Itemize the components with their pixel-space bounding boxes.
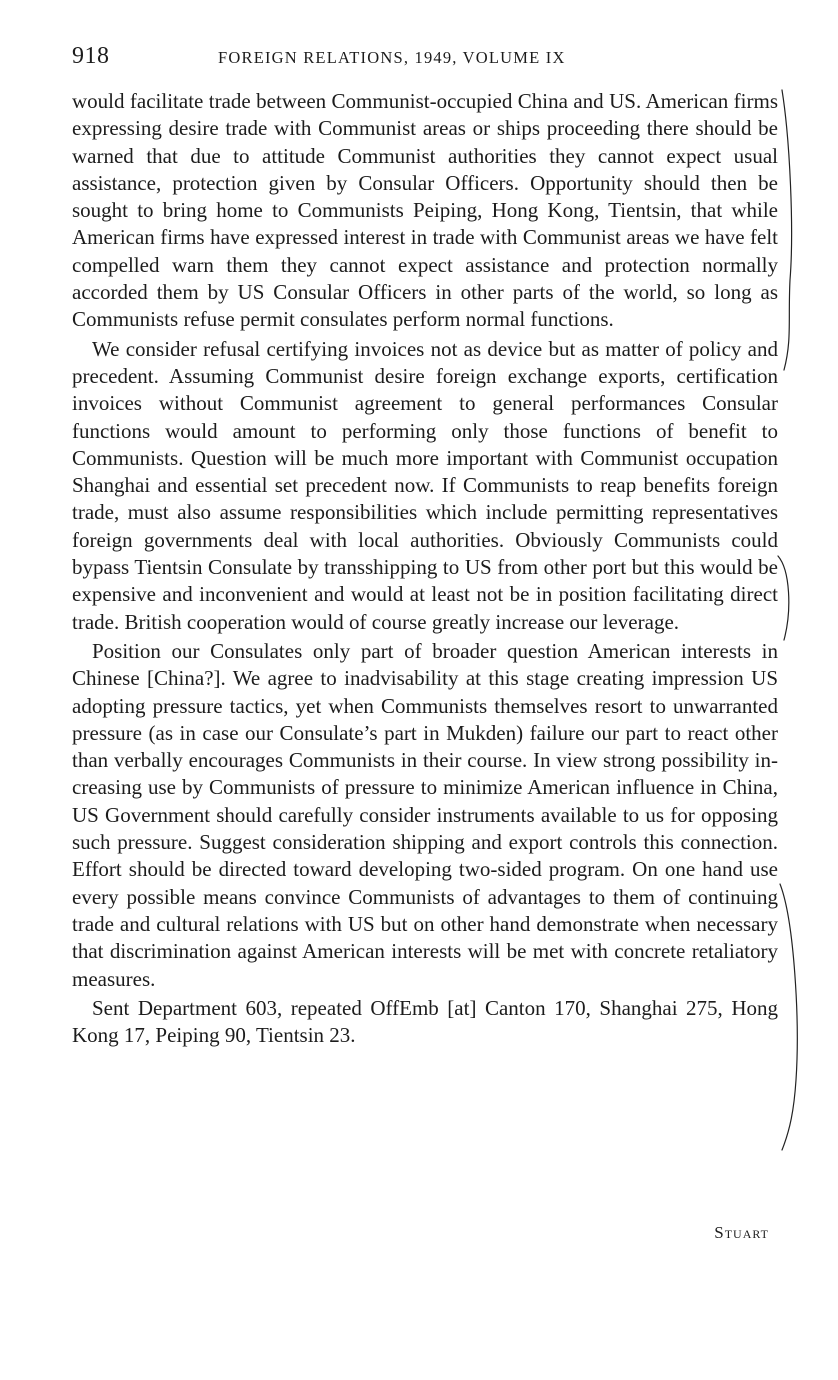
margin-bracket-bottom — [780, 884, 797, 1150]
signature: Stuart — [714, 1223, 769, 1242]
margin-bracket-middle — [778, 556, 789, 640]
paragraph-distribution: Sent Department 603, repeated OffEmb [at] Canton 170, Shanghai 275, Hong Kong 17, Peiping 90, Tientsin 23. — [72, 995, 778, 1048]
page-number: 918 — [72, 43, 110, 69]
page-header — [72, 42, 778, 74]
paragraph-consulates: Position our Consulates only part of broader question American interests in Chinese [China?]. We agree to inadvisability at this stage creating impression US adopting pressure tactics, yet when Communists themselves resort to unwarranted pressure (as in case our Consulate’s part in Mukden) failure our part to react other than verbally encourages Communists in their course. In view strong possibility increasing use by Communists of pressure to minimize American influence in China, US Government should carefully consider instruments available to us for opposing such pressure. Suggest consideration shipping and export controls this connection. Effort should be directed toward developing two-sided program. On one hand use every possible means convince Communists of advantages to them of continuing trade and cultural relations with US but on other hand demonstrate when necessary that discrimination against American interests will be met with concrete retaliatory measures. — [72, 638, 778, 991]
margin-annotation-marks — [770, 80, 810, 1160]
telegram-body — [72, 88, 778, 1049]
paragraph-continuation: would facilitate trade between Communist-occupied China and US. American firms expressing desire trade with Communist areas or ships proceeding there should be warned that due to attitude Communist authorities they cannot expect usual assistance, protection given by Consular Officers. Opportunity should then be sought to bring home to Communists Peiping, Hong Kong, Tientsin, that while American firms have expressed interest in trade with Communist areas we have felt compelled warn them they cannot expect assistance and protection normally accorded them by US Consular Officers in other parts of the world, so long as Communists refuse permit consulates perform normal functions. — [72, 89, 778, 332]
paragraph-invoices: We consider refusal certifying invoices not as device but as matter of policy and precedent. Assuming Communist desire foreign exchange exports, certification invoices without Communist agreement to general performances Consular functions would amount to performing only those functions of benefit to Communists. Question will be much more important with Communist occupation Shanghai and essential set precedent now. If Communists to reap benefits foreign trade, must also assume responsibilities which include permitting representatives foreign governments deal with local authorities. Obviously Communists could bypass Tientsin Consulate by transshipping to US from other port but this would be expensive and inconvenient and would at least not be in position facilitating direct trade. British cooperation would of course greatly increase our leverage. — [72, 336, 778, 634]
running-title: FOREIGN RELATIONS, 1949, VOLUME IX — [218, 48, 566, 67]
margin-line-top — [782, 90, 792, 370]
